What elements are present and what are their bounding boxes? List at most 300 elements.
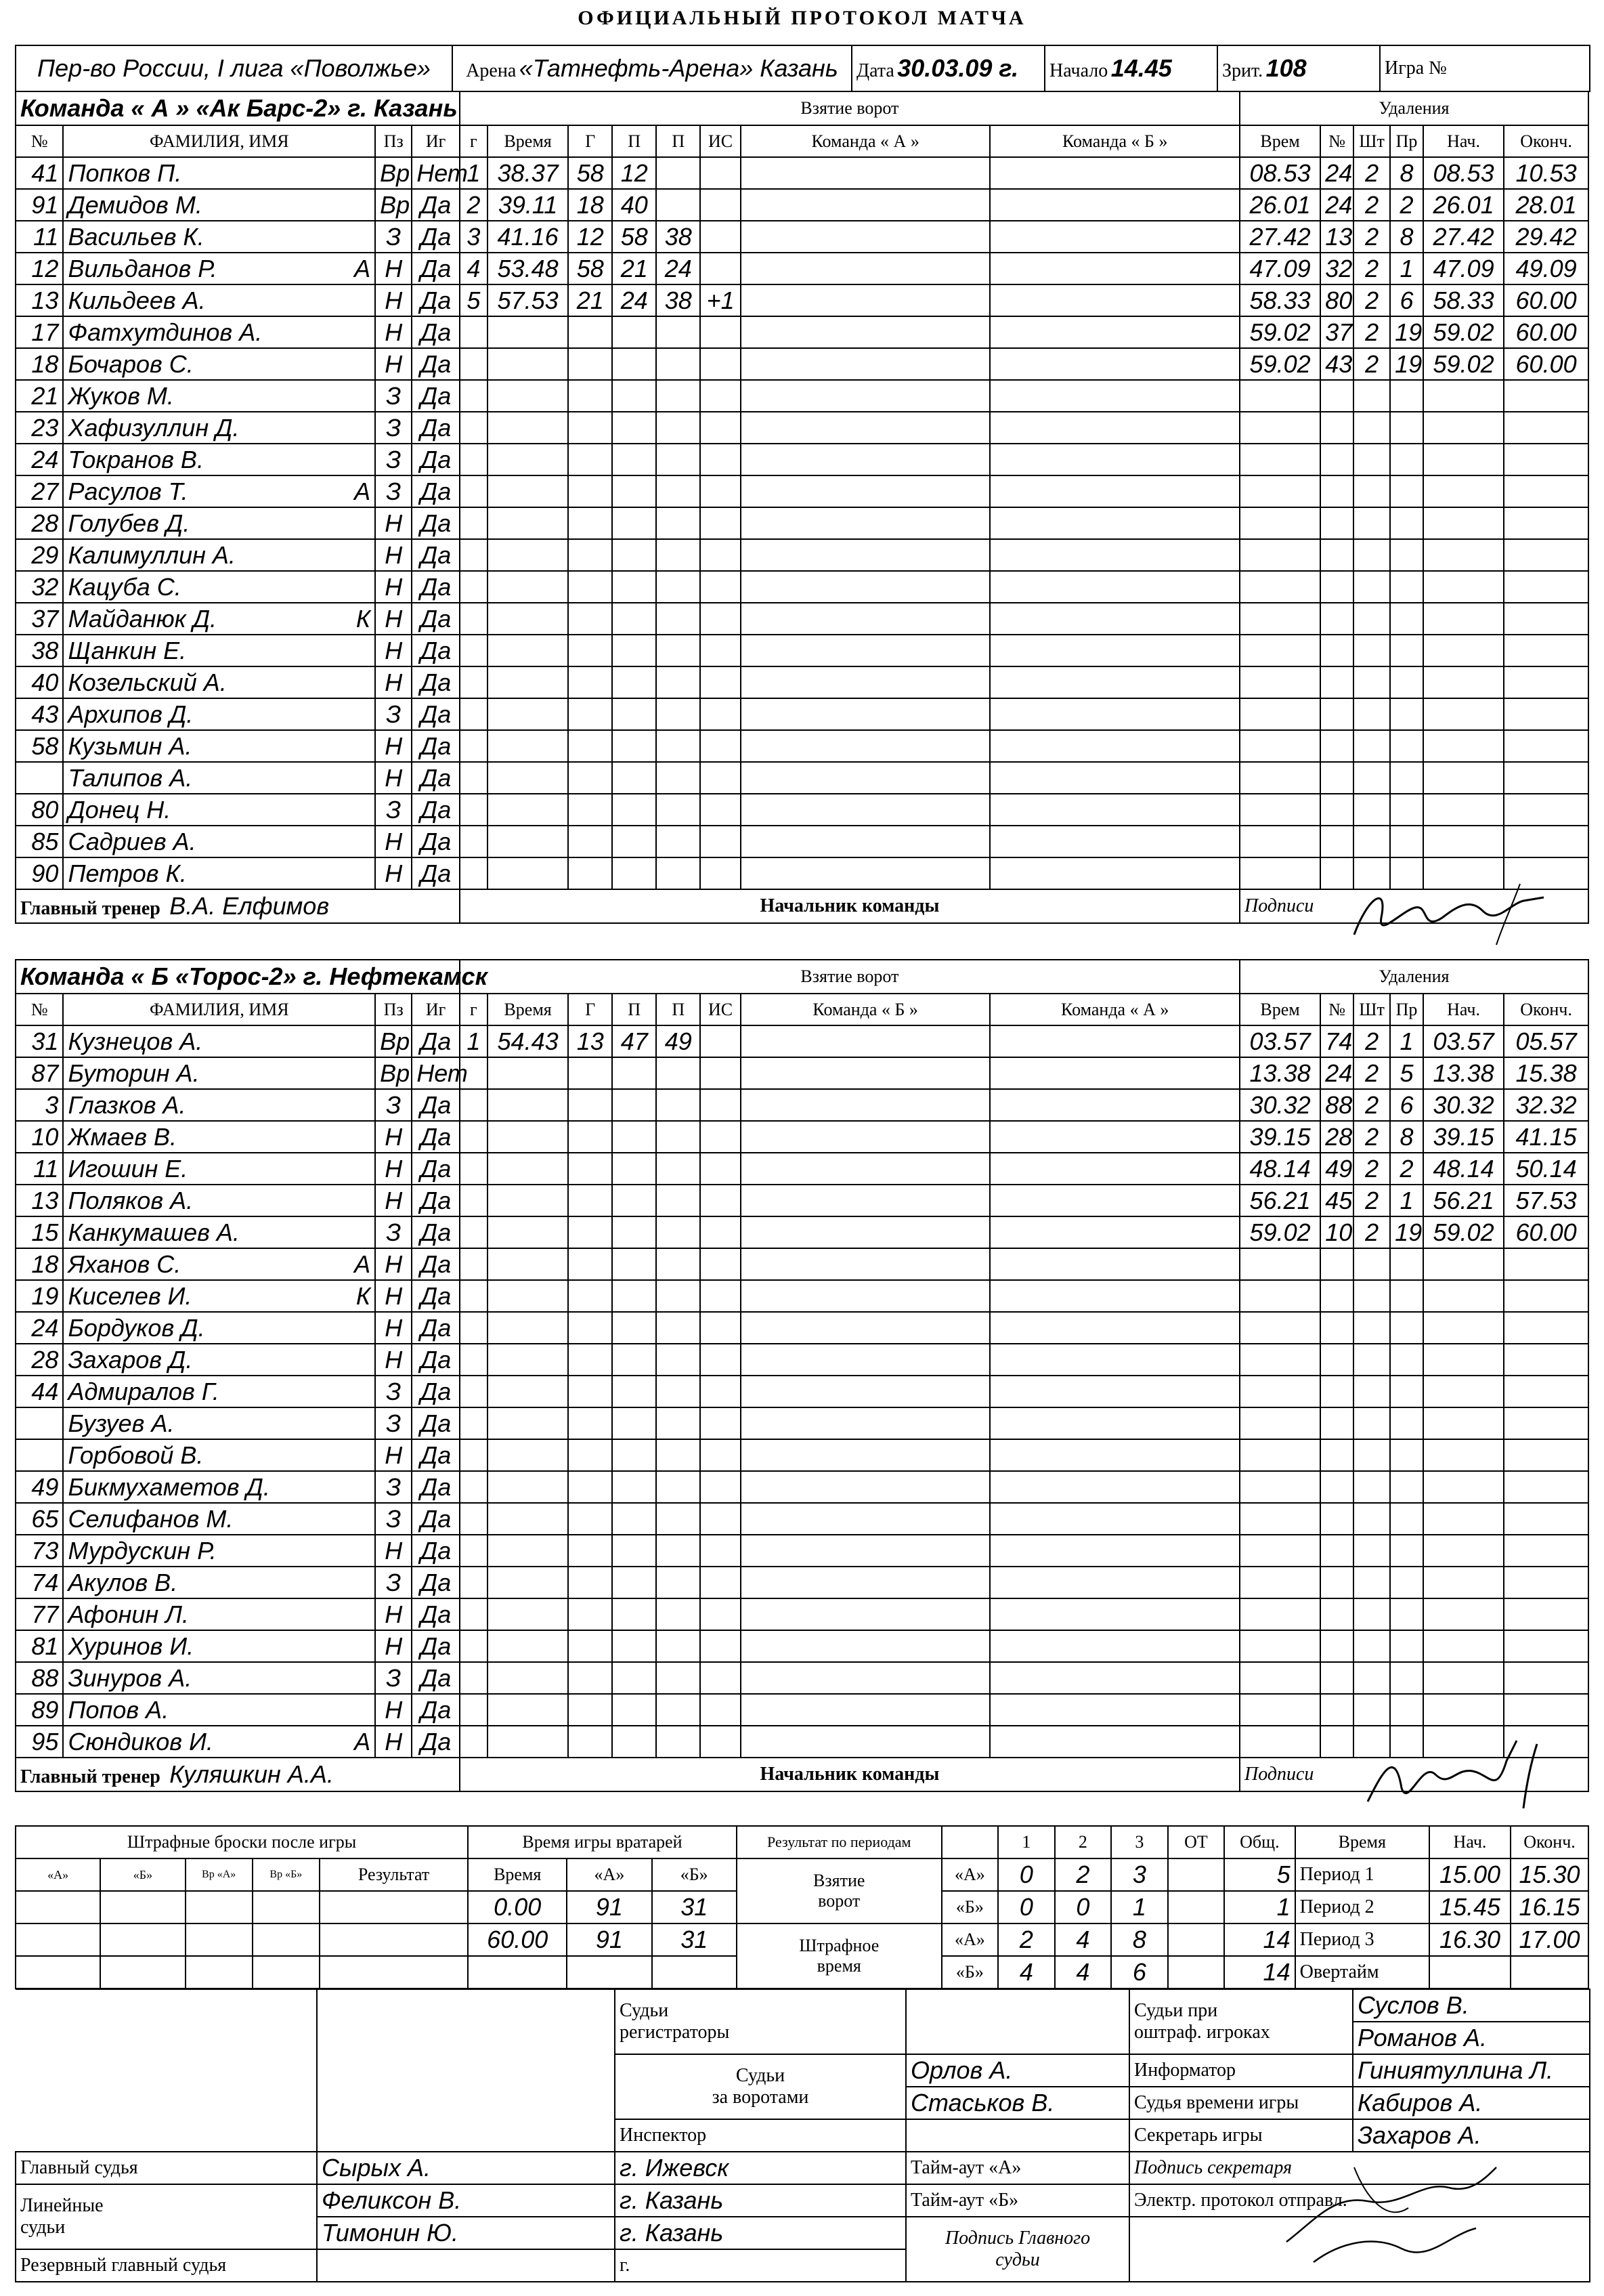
- teamB-roster: [15, 959, 1589, 1792]
- informer: Гиниятуллина Л.: [1353, 2054, 1590, 2087]
- player-name-cell: [63, 571, 375, 603]
- player-name: Яханов С.: [68, 1250, 181, 1278]
- player-row: [16, 284, 1588, 316]
- penalty-minutes: 2: [1353, 284, 1390, 316]
- teamB-col-assist-1: П: [612, 994, 656, 1025]
- penalty-end: 60.00: [1504, 316, 1588, 348]
- player-row: [16, 1662, 1588, 1694]
- penalty-code: 6: [1390, 284, 1423, 316]
- player-name: Садриев А.: [68, 827, 196, 855]
- teamA-col-own: Команда « А »: [741, 125, 991, 157]
- penalty-code: 8: [1390, 157, 1423, 189]
- goals-b-team: «Б»: [942, 1891, 999, 1923]
- period-3-head: 3: [1111, 1826, 1168, 1858]
- timeout-b-label: Тайм-аут «Б»: [906, 2184, 1129, 2217]
- timekeeper: Кабиров А.: [1353, 2087, 1590, 2119]
- teamA-col-pen-code: Пр: [1390, 125, 1423, 157]
- goals-a-ot: [1168, 1858, 1225, 1891]
- player-row: [16, 253, 1588, 284]
- period-3-end: 17.00: [1511, 1923, 1588, 1956]
- player-row: [16, 794, 1588, 826]
- player-name: Мурдускин Р.: [68, 1536, 217, 1565]
- pim-a-p3: 8: [1111, 1923, 1168, 1956]
- goal-assist-2: 38: [656, 284, 700, 316]
- goal-scorer: 12: [568, 221, 612, 253]
- player-position: З: [375, 380, 412, 412]
- goals-label: Взятие: [813, 1871, 865, 1890]
- player-number: 11: [16, 221, 63, 253]
- penalty-start: 48.14: [1423, 1153, 1504, 1185]
- penalty-time: 27.42: [1240, 221, 1320, 253]
- player-plays: Да: [412, 571, 459, 603]
- player-number: 44: [16, 1376, 63, 1407]
- teamB-col-assist-2: П: [656, 994, 700, 1025]
- player-row: [16, 1025, 1588, 1057]
- player-plays: Да: [412, 284, 459, 316]
- penalty-player: 45: [1320, 1185, 1353, 1216]
- teamB-col-pen-min: Шт: [1353, 994, 1390, 1025]
- reserve-referee-label: Резервный главный судья: [16, 2249, 317, 2282]
- goal-assist-2: [656, 157, 700, 189]
- player-number: 85: [16, 826, 63, 857]
- linesmen-label-2: судьи: [20, 2217, 66, 2238]
- player-row: [16, 475, 1588, 507]
- teamB-col-goal: г: [460, 994, 487, 1025]
- player-name-cell: [63, 284, 375, 316]
- goal-number: 3: [460, 221, 487, 253]
- player-number: 40: [16, 666, 63, 698]
- player-name-cell: [63, 1630, 375, 1662]
- penalty-start: 08.53: [1423, 157, 1504, 189]
- player-plays: Да: [412, 698, 459, 730]
- player-plays: Да: [412, 1726, 459, 1758]
- penalty-box-label-2: оштраф. игроках: [1134, 2022, 1270, 2043]
- player-name-cell: [63, 1503, 375, 1535]
- player-name-cell: [63, 1089, 375, 1121]
- player-name-cell: [63, 762, 375, 794]
- player-row: [16, 1248, 1588, 1280]
- penalty-end: 60.00: [1504, 348, 1588, 380]
- player-number: [16, 1439, 63, 1471]
- period-3-label: Период 3: [1295, 1923, 1429, 1956]
- period-2-end: 16.15: [1511, 1891, 1588, 1923]
- penalty-box-judge-1: Суслов В.: [1353, 1989, 1590, 2022]
- player-name: Щанкин Е.: [68, 636, 187, 664]
- penalty-code: 6: [1390, 1089, 1423, 1121]
- game-number-label: Игра №: [1385, 58, 1447, 79]
- pim-b-p1: 4: [998, 1956, 1055, 1989]
- penalty-code: 19: [1390, 348, 1423, 380]
- player-name: Кузьмин А.: [68, 731, 192, 760]
- goal-assist-1: 58: [612, 221, 656, 253]
- player-number: 28: [16, 507, 63, 539]
- penalty-time: 08.53: [1240, 157, 1320, 189]
- player-number: 80: [16, 794, 63, 826]
- player-number: 11: [16, 1153, 63, 1185]
- player-name: Майданюк Д.: [68, 604, 217, 633]
- overtime-start: [1429, 1956, 1511, 1989]
- player-position: Н: [375, 1535, 412, 1567]
- player-position: Вр: [375, 189, 412, 221]
- player-number: 88: [16, 1662, 63, 1694]
- player-name-cell: [63, 253, 375, 284]
- timeout-a-label: Тайм-аут «А»: [906, 2152, 1129, 2184]
- player-row: [16, 507, 1588, 539]
- player-name: Калимуллин А.: [68, 540, 236, 569]
- player-row: [16, 157, 1588, 189]
- goal-number: 1: [460, 157, 487, 189]
- time-head: Время: [1295, 1826, 1429, 1858]
- penalty-end: 05.57: [1504, 1025, 1588, 1057]
- goal-time: 54.43: [487, 1025, 568, 1057]
- player-row: [16, 603, 1588, 635]
- player-plays: Да: [412, 1312, 459, 1344]
- linesmen-label: Линейные: [20, 2195, 104, 2216]
- teamA-coach-label: Главный тренер: [20, 898, 160, 919]
- referee-sign-label: Подпись Главного: [945, 2228, 1091, 2249]
- penalty-player: 88: [1320, 1089, 1353, 1121]
- player-name: Селифанов М.: [68, 1504, 234, 1533]
- player-plays: Да: [412, 316, 459, 348]
- goal-number: 2: [460, 189, 487, 221]
- player-plays: Да: [412, 253, 459, 284]
- penalty-minutes: 2: [1353, 1185, 1390, 1216]
- player-position: Н: [375, 1280, 412, 1312]
- teamA-sign-label: Подписи: [1240, 889, 1588, 923]
- penalty-end: 28.01: [1504, 189, 1588, 221]
- secretary-sign-label: Подпись секретаря: [1129, 2152, 1590, 2184]
- overtime-end: [1511, 1956, 1588, 1989]
- goal-scorer: 21: [568, 284, 612, 316]
- start-time: 14.45: [1110, 54, 1172, 82]
- reg-judges-label: Судьи: [620, 2000, 669, 2021]
- eprotocol-label: Электр. протокол отправл.: [1129, 2184, 1590, 2217]
- player-row: [16, 1726, 1588, 1758]
- document-title: ОФИЦИАЛЬНЫЙ ПРОТОКОЛ МАТЧА: [578, 7, 1026, 29]
- player-name-cell: [63, 1280, 375, 1312]
- periods-title: Результат по периодам: [737, 1826, 942, 1858]
- player-row: [16, 826, 1588, 857]
- player-number: 24: [16, 444, 63, 475]
- player-row: [16, 666, 1588, 698]
- penalty-time: 59.02: [1240, 348, 1320, 380]
- goal-scorer: 58: [568, 157, 612, 189]
- player-position: Н: [375, 635, 412, 666]
- penalty-player: 43: [1320, 348, 1353, 380]
- player-name-cell: [63, 539, 375, 571]
- player-name: Акулов В.: [68, 1568, 178, 1596]
- penalty-time: 03.57: [1240, 1025, 1320, 1057]
- player-number: 15: [16, 1216, 63, 1248]
- penalty-player: 24: [1320, 189, 1353, 221]
- teamA-penalties-title: Удаления: [1240, 91, 1588, 125]
- player-plays: Да: [412, 826, 459, 857]
- reg-judges-label-2: регистраторы: [620, 2022, 730, 2043]
- goal-number: 5: [460, 284, 487, 316]
- goals-b-p1: 0: [998, 1891, 1055, 1923]
- player-name-cell: [63, 1344, 375, 1376]
- spectators: 108: [1265, 54, 1307, 82]
- player-row: [16, 571, 1588, 603]
- player-position: Вр: [375, 157, 412, 189]
- gk-time-head: Время: [468, 1858, 567, 1891]
- player-row: [16, 221, 1588, 253]
- player-position: Н: [375, 1153, 412, 1185]
- player-position: Н: [375, 1598, 412, 1630]
- player-name: Козельский А.: [68, 668, 227, 696]
- player-number: 24: [16, 1312, 63, 1344]
- player-row: [16, 1535, 1588, 1567]
- period-1-head: 1: [998, 1826, 1055, 1858]
- player-name: Кильдеев А.: [68, 286, 206, 314]
- player-name-cell: [63, 857, 375, 889]
- player-name: Попков П.: [68, 158, 182, 187]
- player-row: [16, 1376, 1588, 1407]
- player-number: 38: [16, 635, 63, 666]
- penalty-minutes: 2: [1353, 348, 1390, 380]
- penalty-player: 32: [1320, 253, 1353, 284]
- league: Пер-во России, I лига «Поволжье»: [16, 45, 452, 91]
- player-role: А: [354, 1250, 371, 1278]
- penalty-code: 2: [1390, 189, 1423, 221]
- player-name-cell: [63, 380, 375, 412]
- gk-row-2-time: 60.00: [468, 1923, 567, 1956]
- player-name: Жмаев В.: [68, 1122, 177, 1151]
- player-row: [16, 1439, 1588, 1471]
- player-number: [16, 762, 63, 794]
- player-name: Попов А.: [68, 1695, 169, 1724]
- goals-a-team: «А»: [942, 1858, 999, 1891]
- penalty-end: 57.53: [1504, 1185, 1588, 1216]
- penalty-start: 03.57: [1423, 1025, 1504, 1057]
- player-row: [16, 316, 1588, 348]
- player-number: 90: [16, 857, 63, 889]
- pim-b-total: 14: [1224, 1956, 1295, 1989]
- player-name-cell: [63, 1471, 375, 1503]
- player-name: Горбовой В.: [68, 1441, 204, 1469]
- player-name: Демидов М.: [68, 190, 202, 219]
- summary-table: [15, 1825, 1589, 1989]
- date-label: Дата: [857, 60, 894, 81]
- player-plays: Да: [412, 539, 459, 571]
- penalty-end: 49.09: [1504, 253, 1588, 284]
- penalty-minutes: 2: [1353, 157, 1390, 189]
- player-name: Бузуев А.: [68, 1409, 175, 1437]
- player-row: [16, 1153, 1588, 1185]
- goal-situation: +1: [700, 284, 741, 316]
- player-plays: Да: [412, 1025, 459, 1057]
- player-position: Н: [375, 666, 412, 698]
- pim-a-ot: [1168, 1923, 1225, 1956]
- player-number: 19: [16, 1280, 63, 1312]
- pim-b-p2: 4: [1055, 1956, 1112, 1989]
- player-number: 87: [16, 1057, 63, 1089]
- secretary-label: Секретарь игры: [1129, 2119, 1353, 2152]
- penalty-code: 5: [1390, 1057, 1423, 1089]
- penalty-end: 41.15: [1504, 1121, 1588, 1153]
- gk-row-1-a: 91: [567, 1891, 651, 1923]
- player-plays: Нет: [412, 157, 459, 189]
- goal-assist-2: [656, 189, 700, 221]
- player-number: 17: [16, 316, 63, 348]
- goal-assist-1: 40: [612, 189, 656, 221]
- player-position: З: [375, 794, 412, 826]
- player-position: Н: [375, 730, 412, 762]
- player-row: [16, 1407, 1588, 1439]
- player-position: Н: [375, 1185, 412, 1216]
- goal-time: 39.11: [487, 189, 568, 221]
- gk-row-1-time: 0.00: [468, 1891, 567, 1923]
- goal-assist-1: 21: [612, 253, 656, 284]
- player-number: 18: [16, 348, 63, 380]
- period-2-start: 15.45: [1429, 1891, 1511, 1923]
- player-name: Талипов А.: [68, 763, 193, 792]
- player-plays: Нет: [412, 1057, 459, 1089]
- teamA-col-pen-time: Врем: [1240, 125, 1320, 157]
- teamA-coach: В.А. Елфимов: [169, 892, 330, 920]
- player-plays: Да: [412, 1185, 459, 1216]
- player-name: Жуков М.: [68, 381, 174, 410]
- player-row: [16, 444, 1588, 475]
- player-plays: Да: [412, 635, 459, 666]
- player-plays: Да: [412, 1121, 459, 1153]
- penalty-end: 60.00: [1504, 1216, 1588, 1248]
- penalty-player: 80: [1320, 284, 1353, 316]
- player-position: З: [375, 221, 412, 253]
- gk-row-2-a: 91: [567, 1923, 651, 1956]
- player-role: А: [354, 254, 371, 282]
- player-position: Н: [375, 1312, 412, 1344]
- player-row: [16, 635, 1588, 666]
- goal-scorer: 58: [568, 253, 612, 284]
- penalty-start: 27.42: [1423, 221, 1504, 253]
- penalty-end: 10.53: [1504, 157, 1588, 189]
- player-name-cell: [63, 666, 375, 698]
- player-name: Голубев Д.: [68, 509, 190, 537]
- teamA-col-opp: Команда « Б »: [990, 125, 1240, 157]
- goal-number: 1: [460, 1025, 487, 1057]
- player-row: [16, 698, 1588, 730]
- total-head: Общ.: [1224, 1826, 1295, 1858]
- player-name: Петров К.: [68, 859, 187, 887]
- penalty-time: 13.38: [1240, 1057, 1320, 1089]
- player-position: З: [375, 412, 412, 444]
- goal-scorer: 18: [568, 189, 612, 221]
- informer-label: Информатор: [1129, 2054, 1353, 2087]
- player-position: З: [375, 1567, 412, 1598]
- player-position: Н: [375, 603, 412, 635]
- player-number: 37: [16, 603, 63, 635]
- pim-label: Штрафное: [799, 1936, 880, 1955]
- player-name-cell: [63, 1662, 375, 1694]
- player-row: [16, 539, 1588, 571]
- start-label: Начало: [1049, 60, 1108, 81]
- player-number: 43: [16, 698, 63, 730]
- player-row: [16, 1089, 1588, 1121]
- penalty-code: 19: [1390, 316, 1423, 348]
- player-row: [16, 189, 1588, 221]
- player-name-cell: [63, 348, 375, 380]
- player-row: [16, 1280, 1588, 1312]
- teamA-col-time: Время: [487, 125, 568, 157]
- player-number: 73: [16, 1535, 63, 1567]
- teamB-coach: Куляшкин А.А.: [169, 1760, 334, 1788]
- teamA-goals-title: Взятие ворот: [460, 91, 1240, 125]
- player-position: Н: [375, 1726, 412, 1758]
- so-b-head: «Б»: [100, 1858, 185, 1891]
- player-plays: Да: [412, 762, 459, 794]
- penalty-time: 39.15: [1240, 1121, 1320, 1153]
- player-plays: Да: [412, 603, 459, 635]
- gk-b-head: «Б»: [652, 1858, 737, 1891]
- teamA-col-pen-start: Нач.: [1423, 125, 1504, 157]
- period-2-label: Период 2: [1295, 1891, 1429, 1923]
- penalty-start: 30.32: [1423, 1089, 1504, 1121]
- player-number: 13: [16, 284, 63, 316]
- penalty-player: 10: [1320, 1216, 1353, 1248]
- referee: Сырых А.: [317, 2152, 615, 2184]
- player-name-cell: [63, 635, 375, 666]
- pim-label-2: время: [817, 1956, 861, 1976]
- teamB-col-pen-num: №: [1320, 994, 1353, 1025]
- goal-situation: [700, 189, 741, 221]
- signature-team-b: [1354, 1734, 1557, 1815]
- player-name-cell: [63, 698, 375, 730]
- player-number: 31: [16, 1025, 63, 1057]
- player-position: Вр: [375, 1025, 412, 1057]
- teamB-coach-label: Главный тренер: [20, 1766, 160, 1787]
- goal-assist-1: 47: [612, 1025, 656, 1057]
- teamA-col-assist-2: П: [656, 125, 700, 157]
- penalty-start: 47.09: [1423, 253, 1504, 284]
- penalty-code: 8: [1390, 1121, 1423, 1153]
- player-plays: Да: [412, 380, 459, 412]
- player-name-cell: [63, 1248, 375, 1280]
- penalty-player: 74: [1320, 1025, 1353, 1057]
- penalty-code: 19: [1390, 1216, 1423, 1248]
- teamA-chief-label: Начальник команды: [460, 889, 1240, 923]
- player-plays: Да: [412, 1344, 459, 1376]
- player-position: Н: [375, 826, 412, 857]
- player-name-cell: [63, 1376, 375, 1407]
- goal-time: 53.48: [487, 253, 568, 284]
- teamA-col-pen-min: Шт: [1353, 125, 1390, 157]
- penalty-minutes: 2: [1353, 1025, 1390, 1057]
- teamA-col-is: ИС: [700, 125, 741, 157]
- penalty-time: 56.21: [1240, 1185, 1320, 1216]
- referee-sign-label-2: судьи: [995, 2249, 1040, 2270]
- penalty-time: 26.01: [1240, 189, 1320, 221]
- goal-assist-2: 38: [656, 221, 700, 253]
- penalty-minutes: 2: [1353, 1216, 1390, 1248]
- player-row: [16, 1121, 1588, 1153]
- player-position: З: [375, 1503, 412, 1535]
- player-number: 41: [16, 157, 63, 189]
- player-number: 28: [16, 1344, 63, 1376]
- linesman-2: Тимонин Ю.: [317, 2217, 615, 2249]
- player-number: 89: [16, 1694, 63, 1726]
- player-position: Н: [375, 1439, 412, 1471]
- player-row: [16, 1057, 1588, 1089]
- goal-time: 41.16: [487, 221, 568, 253]
- player-name: Кузнецов А.: [68, 1027, 203, 1055]
- penalty-minutes: 2: [1353, 189, 1390, 221]
- teamB-col-own: Команда « Б »: [741, 994, 991, 1025]
- ot-head: ОТ: [1168, 1826, 1225, 1858]
- shootout-title: Штрафные броски после игры: [16, 1826, 468, 1858]
- player-plays: Да: [412, 1407, 459, 1439]
- player-name-cell: [63, 1726, 375, 1758]
